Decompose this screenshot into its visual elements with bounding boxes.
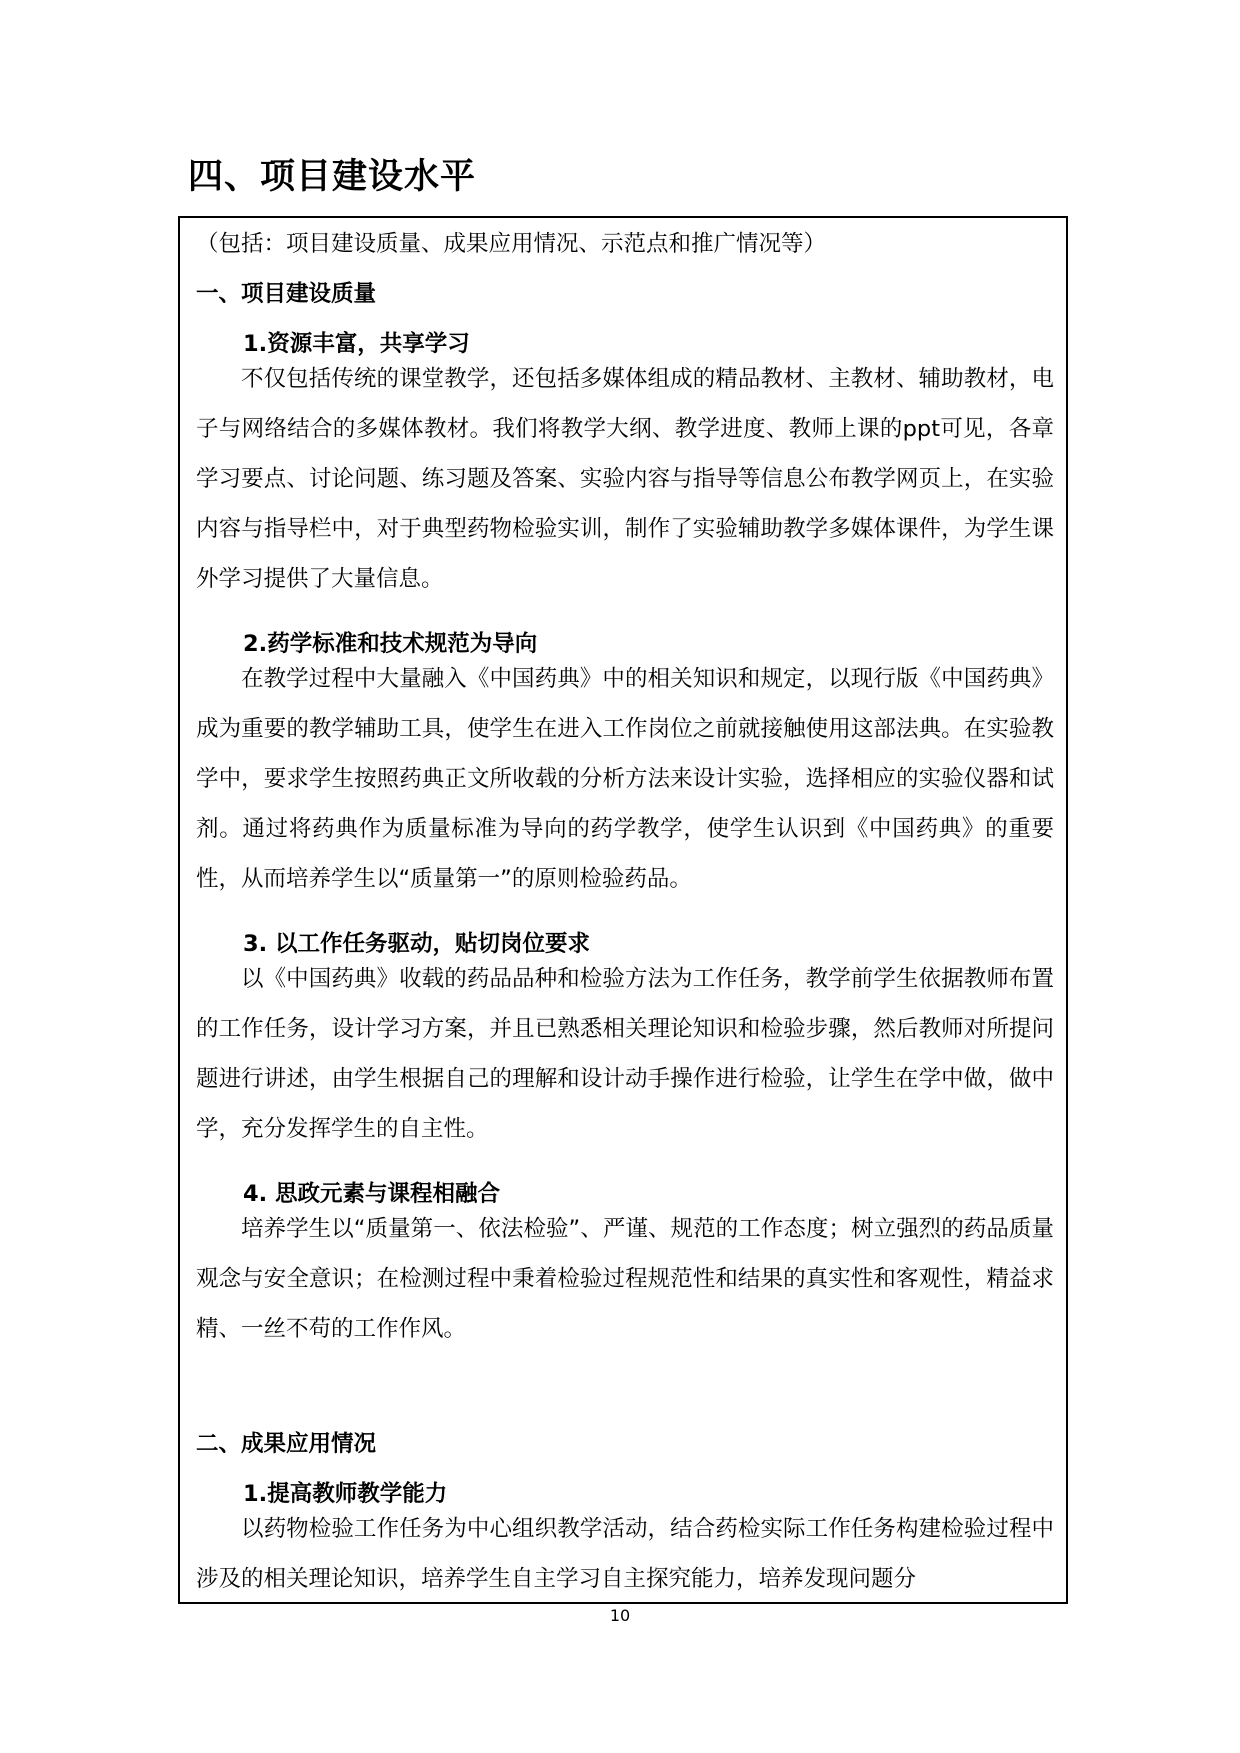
item-5-title: 1.提高教师教学能力 — [243, 1481, 448, 1507]
item-4-title: 4. 思政元素与课程相融合 — [243, 1181, 501, 1207]
item-4-body: 培养学生以“质量第一、依法检验”、严谨、规范的工作态度；树立强烈的药品质量观念与安全意识；在检测过程中秉着检验过程规范性和结果的真实性和客观性，精益求精、一丝不苟的工作作风。 — [196, 1216, 1054, 1342]
item-5-body: 以药物检验工作任务为中心组织教学活动，结合药检实际工作任务构建检验过程中涉及的相关理论知识，培养学生自主学习自主探究能力，培养发现问题分 — [196, 1516, 1054, 1592]
content-box — [178, 216, 1068, 1604]
page-heading: 四、项目建设水平 — [188, 157, 477, 197]
section-2-title: 二、成果应用情况 — [196, 1431, 377, 1457]
item-2-title: 2.药学标准和技术规范为导向 — [243, 631, 538, 657]
item-3-body: 以《中国药典》收载的药品品种和检验方法为工作任务，教学前学生依据教师布置的工作任务，设计学习方案，并且已熟悉相关理论知识和检验步骤，然后教师对所提问题进行讲述，由学生根据自己的理解和设计动手操作进行检验，让学生在学中做，做中学，充分发挥学生的自主性。 — [196, 966, 1054, 1142]
item-1-title: 1.资源丰富，共享学习 — [243, 331, 470, 357]
section-1-title: 一、项目建设质量 — [196, 281, 377, 307]
instruction-text: （包括：项目建设质量、成果应用情况、示范点和推广情况等） — [196, 231, 827, 257]
item-2-body: 在教学过程中大量融入《中国药典》中的相关知识和规定，以现行版《中国药典》成为重要的教学辅助工具，使学生在进入工作岗位之前就接触使用这部法典。在实验教学中，要求学生按照药典正文所收载的分析方法来设计实验，选择相应的实验仪器和试剂。通过将药典作为质量标准为导向的药学教学，使学生认识到《中国药典》的重要性，从而培养学生以“质量第一”的原则检验药品。 — [196, 666, 1054, 892]
page-number: 10 — [609, 1606, 631, 1625]
item-3-title: 3. 以工作任务驱动，贴切岗位要求 — [243, 931, 591, 957]
item-1-body: 不仅包括传统的课堂教学，还包括多媒体组成的精品教材、主教材、辅助教材，电子与网络结合的多媒体教材。我们将教学大纲、教学进度、教师上课的ppt可见，各章学习要点、讨论问题、练习题及答案、实验内容与指导等信息公布教学网页上，在实验内容与指导栏中，对于典型药物检验实训，制作了实验辅助教学多媒体课件，为学生课外学习提供了大量信息。 — [196, 366, 1054, 592]
